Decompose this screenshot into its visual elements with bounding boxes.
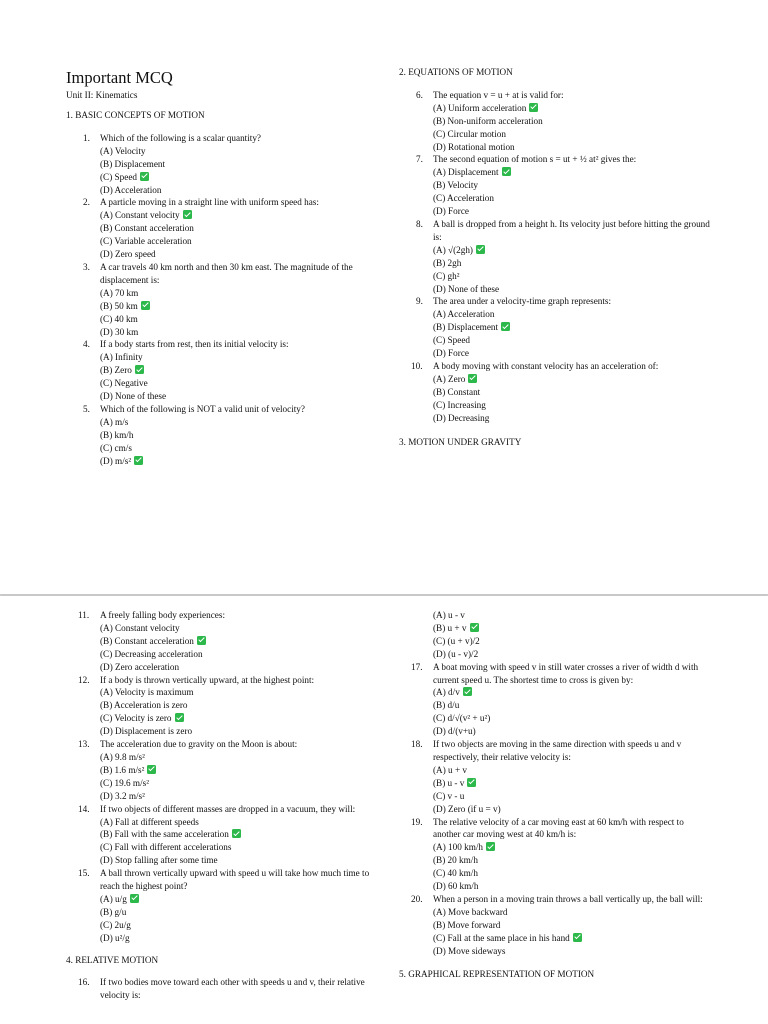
question-6 [399,89,719,102]
answer-option [66,919,370,932]
option-text: (D) Zero speed [100,249,156,260]
question-number: 16. [78,977,90,988]
question-text: The acceleration due to gravity on the Moon is about: [100,739,298,750]
answer-option [399,373,719,386]
answer-option [399,308,719,321]
answer-option [399,867,703,880]
option-text: (A) 9.8 m/s² [100,751,145,762]
answer-option [66,622,370,635]
option-text: (A) Velocity [100,145,146,156]
question-number: 8. [416,218,423,229]
answer-option [66,287,366,300]
option-text: (A) 100 km/h [433,842,484,853]
question-number: 2. [83,197,90,208]
answer-option [399,141,719,154]
option-text: (C) (u + v)/2 [433,635,480,646]
page2-right-questions [399,661,703,958]
question-text: The area under a velocity-time graph represents: [433,296,612,307]
option-text: (D) Zero (if u = v) [433,803,501,814]
page2-left-questions [66,609,370,945]
question-number: 7. [416,154,423,165]
question-text: Which of the following is NOT a valid unit of velocity? [100,403,305,414]
answer-option [399,321,719,334]
question-text: A freely falling body experiences: [100,610,226,620]
option-text: (A) Constant velocity [100,210,180,221]
question-16-options [399,609,703,661]
option-text: (D) None of these [100,391,167,402]
question-5 [66,403,366,416]
answer-option [66,893,370,906]
option-text: (C) 19.6 m/s² [100,777,149,788]
answer-option [399,686,703,699]
correct-check-icon [141,301,150,310]
page1-left-sections [66,109,366,467]
answer-option [399,945,703,958]
answer-option [399,803,703,816]
option-text: (A) Uniform acceleration [433,102,527,113]
correct-check-icon [502,167,511,176]
option-text: (C) Acceleration [433,193,494,204]
answer-option [66,158,366,171]
question-text: If a body starts from rest, then its initial velocity is: [100,339,289,350]
option-text: (B) Non-uniform acceleration [433,115,543,126]
document-subtitle: Unit II: Kinematics [66,90,138,100]
option-text: (A) Move backward [433,906,508,917]
option-text: (C) Circular motion [433,128,506,139]
option-text: (C) Fall at the same place in his hand [433,932,570,943]
question-8 [399,218,719,244]
option-text: (D) 3.2 m/s² [100,790,145,801]
answer-option [399,777,703,790]
section-heading: 2. EQUATIONS OF MOTION [399,67,513,77]
answer-option [399,790,703,803]
answer-option [399,906,703,919]
answer-option [66,751,370,764]
option-text: (A) Velocity is maximum [100,687,194,698]
correct-check-icon [197,636,206,645]
document-page-2 [0,596,768,1024]
option-text: (A) d/v [433,687,460,698]
answer-option [399,283,719,296]
answer-option [399,115,719,128]
question-text: The second equation of motion s = ut + ½ at² gives the: [433,154,637,165]
correct-check-icon [140,172,149,181]
answer-option [66,790,370,803]
answer-option [399,244,719,257]
correct-check-icon [470,623,479,632]
answer-option [66,699,370,712]
answer-option [399,622,703,635]
answer-option [399,609,703,622]
answer-option [66,854,370,867]
answer-option [66,442,366,455]
correct-check-icon [183,210,192,219]
question-text: The relative velocity of a car moving east at 60 km/h with respect to another car moving west at 40 km/h is: [433,816,684,840]
question-17 [399,661,703,687]
option-text: (B) u + v [433,622,467,633]
option-text: (B) Displacement [433,322,499,333]
question-12 [66,674,370,687]
answer-option [399,399,719,412]
option-text: (B) 1.6 m/s² [100,764,145,775]
question-number: 5. [83,403,90,414]
answer-option [399,166,719,179]
option-text: (C) Speed [100,171,137,182]
correct-check-icon [501,322,510,331]
option-text: (A) Fall at different speeds [100,816,199,827]
answer-option [399,270,719,283]
answer-option [399,179,719,192]
question-number: 12. [78,674,90,685]
option-text: (D) Displacement is zero [100,726,193,737]
answer-option [66,777,370,790]
answer-option [399,712,703,725]
option-text: (B) km/h [100,429,134,440]
question-10 [399,360,719,373]
answer-option [66,712,370,725]
question-16 [66,976,370,1002]
answer-option [399,764,703,777]
answer-option [399,919,703,932]
answer-option [399,192,719,205]
answer-option [66,209,366,222]
answer-option [66,648,370,661]
question-number: 14. [78,803,90,814]
option-text: (A) u - v [433,610,465,620]
correct-check-icon [476,245,485,254]
question-text: If two objects of different masses are dropped in a vacuum, they will: [100,803,356,814]
question-text: A particle moving in a straight line with uniform speed has: [100,197,319,208]
option-text: (D) Rotational motion [433,141,515,152]
question-18 [399,738,703,764]
option-text: (A) 70 km [100,287,139,298]
option-text: (A) Displacement [433,167,499,178]
answer-option [66,455,366,468]
correct-check-icon [468,374,477,383]
question-text: If two bodies move toward each other with speeds u and v, their relative velocity is: [100,977,365,1001]
answer-option [399,128,719,141]
question-4 [66,338,366,351]
question-text: A boat moving with speed v in still water crosses a river of width d with current speed u. The shortest time to cross is given by: [433,661,699,685]
question-2 [66,196,366,209]
option-text: (D) Force [433,348,469,359]
option-text: (D) (u - v)/2 [433,648,479,659]
option-text: (C) Fall with different accelerations [100,842,232,853]
option-text: (C) gh² [433,270,460,281]
question-number: 4. [83,339,90,350]
option-text: (D) Move sideways [433,945,506,956]
option-text: (D) d/(v+u) [433,726,476,737]
option-text: (A) Constant velocity [100,622,180,633]
correct-check-icon [134,456,143,465]
answer-option [399,205,719,218]
question-7 [399,153,719,166]
option-text: (C) cm/s [100,442,132,453]
answer-option [66,326,366,339]
answer-option [399,347,719,360]
answer-option [66,248,366,261]
question-number: 9. [416,296,423,307]
option-text: (B) Fall with the same acceleration [100,829,229,840]
question-number: 3. [83,261,90,272]
question-text: A body moving with constant velocity has an acceleration of: [433,360,659,371]
answer-option [66,686,370,699]
answer-option [399,386,719,399]
option-text: (D) Decreasing [433,412,490,423]
section-heading: 5. GRAPHICAL REPRESENTATION OF MOTION [399,969,595,980]
answer-option [399,725,703,738]
option-text: (B) Constant [433,386,481,397]
question-text: A ball thrown vertically upward with speed u will take how much time to reach the highest point? [100,868,370,892]
answer-option [66,184,366,197]
question-number: 17. [411,661,423,672]
answer-option [66,429,366,442]
answer-option [66,725,370,738]
question-number: 10. [411,360,423,371]
question-number: 19. [411,816,423,827]
answer-option [399,841,703,854]
option-text: (D) None of these [433,283,500,294]
question-text: A ball is dropped from a height h. Its velocity just before hitting the ground is: [433,218,710,242]
answer-option [399,932,703,945]
question-19 [399,816,703,842]
correct-check-icon [467,778,476,787]
correct-check-icon [463,687,472,696]
question-text: A car travels 40 km north and then 30 km east. The magnitude of the displacement is: [100,261,353,285]
option-text: (B) d/u [433,700,460,711]
option-text: (B) 50 km [100,300,138,311]
section-heading: 4. RELATIVE MOTION [66,954,159,965]
answer-option [399,102,719,115]
option-text: (D) u²/g [100,932,130,943]
answer-option [399,257,719,270]
answer-option [66,661,370,674]
option-text: (D) Force [433,206,469,217]
question-number: 11. [78,610,90,620]
answer-option [399,699,703,712]
answer-option [399,412,719,425]
option-text: (C) 2u/g [100,919,131,930]
option-text: (C) Variable acceleration [100,236,192,247]
answer-option [399,880,703,893]
option-text: (A) u/g [100,893,127,904]
section-heading: 1. BASIC CONCEPTS OF MOTION [66,110,205,120]
option-text: (A) m/s [100,416,129,427]
option-text: (B) Acceleration is zero [100,700,188,711]
question-number: 6. [416,89,423,100]
answer-option [399,648,703,661]
option-text: (A) u + v [433,764,468,775]
page2-left-column [66,609,370,1002]
option-text: (A) Zero [433,373,466,384]
answer-option [66,313,366,326]
answer-option [66,764,370,777]
document-title: Important MCQ [66,68,173,87]
option-text: (B) Constant acceleration [100,635,194,646]
answer-option [66,828,370,841]
correct-check-icon [529,103,538,112]
option-text: (A) √(2gh) [433,244,473,255]
page2-right-column [399,609,703,981]
answer-option [66,171,366,184]
option-text: (B) g/u [100,906,127,917]
answer-option [66,841,370,854]
correct-check-icon [175,713,184,722]
option-text: (C) v - u [433,790,465,801]
question-number: 15. [78,868,90,879]
question-14 [66,803,370,816]
question-9 [399,295,719,308]
option-text: (D) Zero acceleration [100,661,180,672]
answer-option [66,364,366,377]
option-text: (C) Speed [433,335,470,346]
question-15 [66,867,370,893]
answer-option [399,635,703,648]
correct-check-icon [486,842,495,851]
option-text: (B) u - v [433,777,465,788]
option-text: (C) d/√(v² + u²) [433,713,491,724]
option-text: (C) Velocity is zero [100,713,172,724]
option-text: (C) Decreasing acceleration [100,648,203,659]
answer-option [66,300,366,313]
question-3 [66,261,366,287]
section-heading: 3. MOTION UNDER GRAVITY [399,437,522,448]
question-11 [66,609,370,622]
option-text: (C) Increasing [433,399,486,410]
answer-option [66,416,366,429]
option-text: (D) m/s² [100,455,132,466]
question-1 [66,132,366,145]
answer-option [66,932,370,945]
page1-left-column [66,68,366,467]
option-text: (D) 30 km [100,326,139,337]
option-text: (C) 40 km/h [433,868,478,879]
option-text: (D) 60 km/h [433,881,479,892]
correct-check-icon [130,894,139,903]
option-text: (B) Zero [100,365,132,376]
question-text: Which of the following is a scalar quantity? [100,132,261,143]
answer-option [66,390,366,403]
question-number: 20. [411,893,423,904]
page1-right-column [399,66,719,459]
answer-option [66,635,370,648]
option-text: (C) Negative [100,378,148,389]
question-20 [399,893,703,906]
question-text: If two objects are moving in the same direction with speeds u and v respectively, their relative velocity is: [433,739,682,762]
answer-option [66,906,370,919]
page1-right-sections [399,66,719,449]
option-text: (D) Acceleration [100,184,162,195]
correct-check-icon [573,933,582,942]
option-text: (A) Acceleration [433,309,495,320]
question-text: If a body is thrown vertically upward, at the highest point: [100,674,315,685]
answer-option [66,816,370,829]
option-text: (B) Velocity [433,180,478,191]
question-text: The equation v = u + at is valid for: [433,89,564,100]
answer-option [399,334,719,347]
option-text: (B) Displacement [100,158,166,169]
question-number: 18. [411,739,423,750]
answer-option [66,377,366,390]
answer-option [66,351,366,364]
answer-option [66,145,366,158]
correct-check-icon [147,765,156,774]
question-13 [66,738,370,751]
correct-check-icon [232,829,241,838]
answer-option [399,854,703,867]
answer-option [66,235,366,248]
option-text: (B) Constant acceleration [100,223,194,234]
question-text: When a person in a moving train throws a ball vertically up, the ball will: [433,893,703,904]
option-text: (B) 20 km/h [433,855,478,866]
question-number: 13. [78,739,90,750]
option-text: (B) 2gh [433,257,462,268]
option-text: (D) Stop falling after some time [100,855,218,866]
correct-check-icon [135,365,144,374]
option-text: (C) 40 km [100,313,138,324]
answer-option [66,222,366,235]
option-text: (B) Move forward [433,919,501,930]
option-text: (A) Infinity [100,352,143,363]
question-number: 1. [83,132,90,143]
